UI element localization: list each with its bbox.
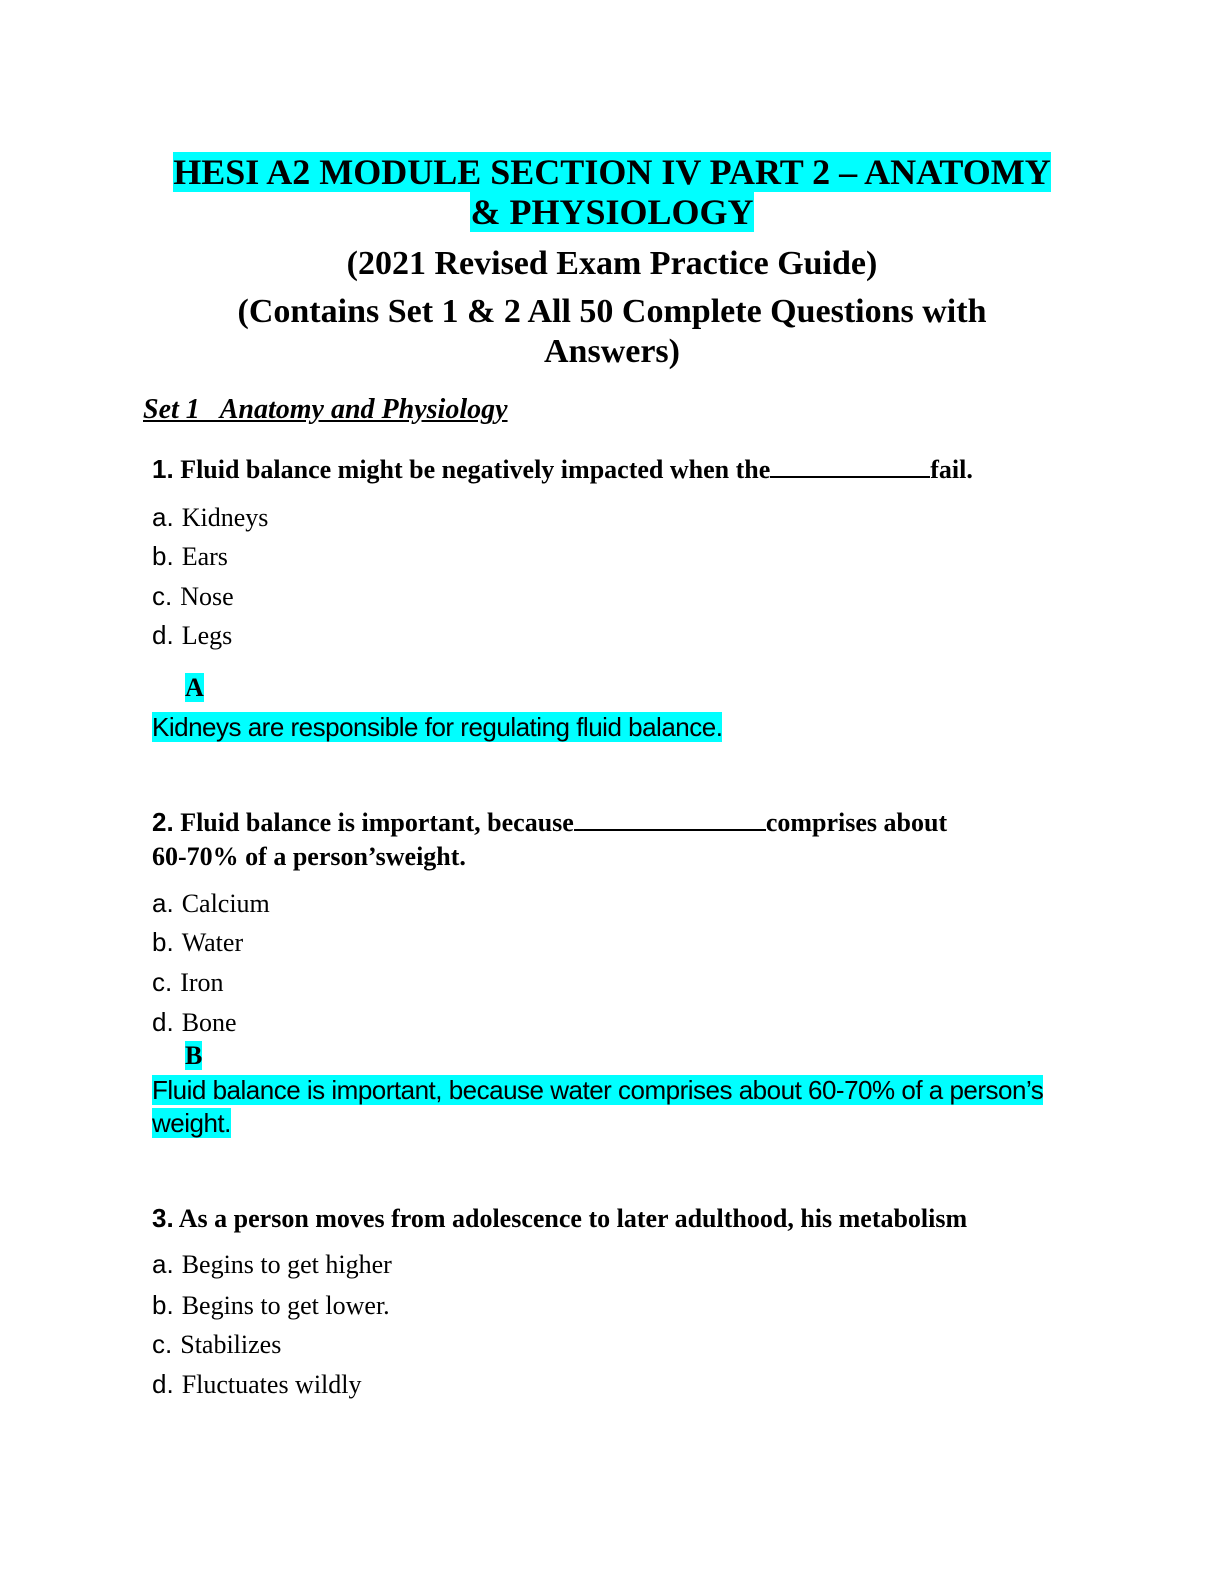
answer-explanation: Kidneys are responsible for regulating fluid balance. [152,712,723,742]
question-number: 1. [152,454,174,484]
option-b: b. Begins to get lower. [152,1290,390,1320]
answer-blank [574,807,766,831]
option-d: d. Bone [152,1007,237,1037]
document-title [0,152,1224,232]
question-number: 2. [152,807,174,837]
description-line-2: Answers) [544,333,680,370]
question-1 [152,452,1052,487]
description-line-1: (Contains Set 1 & 2 All 50 Complete Questions with [237,293,987,330]
option-d: d. Legs [152,620,233,650]
answer-key: B [185,1041,203,1070]
option-c: c. Iron [152,967,224,997]
question-text-end: comprises about [765,808,948,837]
option-a: a. Calcium [152,888,270,918]
option-b: b. Water [152,927,244,957]
question-3 [152,1201,1052,1236]
section-title: Set 1 Anatomy and Physiology [143,394,508,425]
option-c: c. Stabilizes [152,1329,282,1359]
answer-explanation: Fluid balance is important, because water comprises about 60-70% of a person’s weight. [152,1075,1044,1138]
question-text-end: fail. [930,455,973,484]
option-c: c. Nose [152,581,234,611]
option-a: a. Begins to get higher [152,1249,392,1279]
document-subtitle: (2021 Revised Exam Practice Guide) [346,245,878,282]
title-line-2: & PHYSIOLOGY [470,192,754,232]
title-line-1: HESI A2 MODULE SECTION IV PART 2 – ANATOMY [173,152,1051,192]
answer-key: A [185,673,204,702]
question-text: As a person moves from adolescence to later adulthood, his metabolism [178,1204,968,1233]
question-text: Fluid balance might be negatively impacted when the [180,455,771,484]
question-text-line-2: 60-70% of a person’sweight. [152,842,466,871]
option-b: b. Ears [152,541,228,571]
question-text: Fluid balance is important, because [180,808,574,837]
document-description [0,292,1224,372]
option-a: a. Kidneys [152,502,269,532]
answer-blank [770,454,930,478]
question-number: 3. [152,1203,174,1233]
question-2 [152,805,1052,874]
option-d: d. Fluctuates wildly [152,1369,362,1399]
